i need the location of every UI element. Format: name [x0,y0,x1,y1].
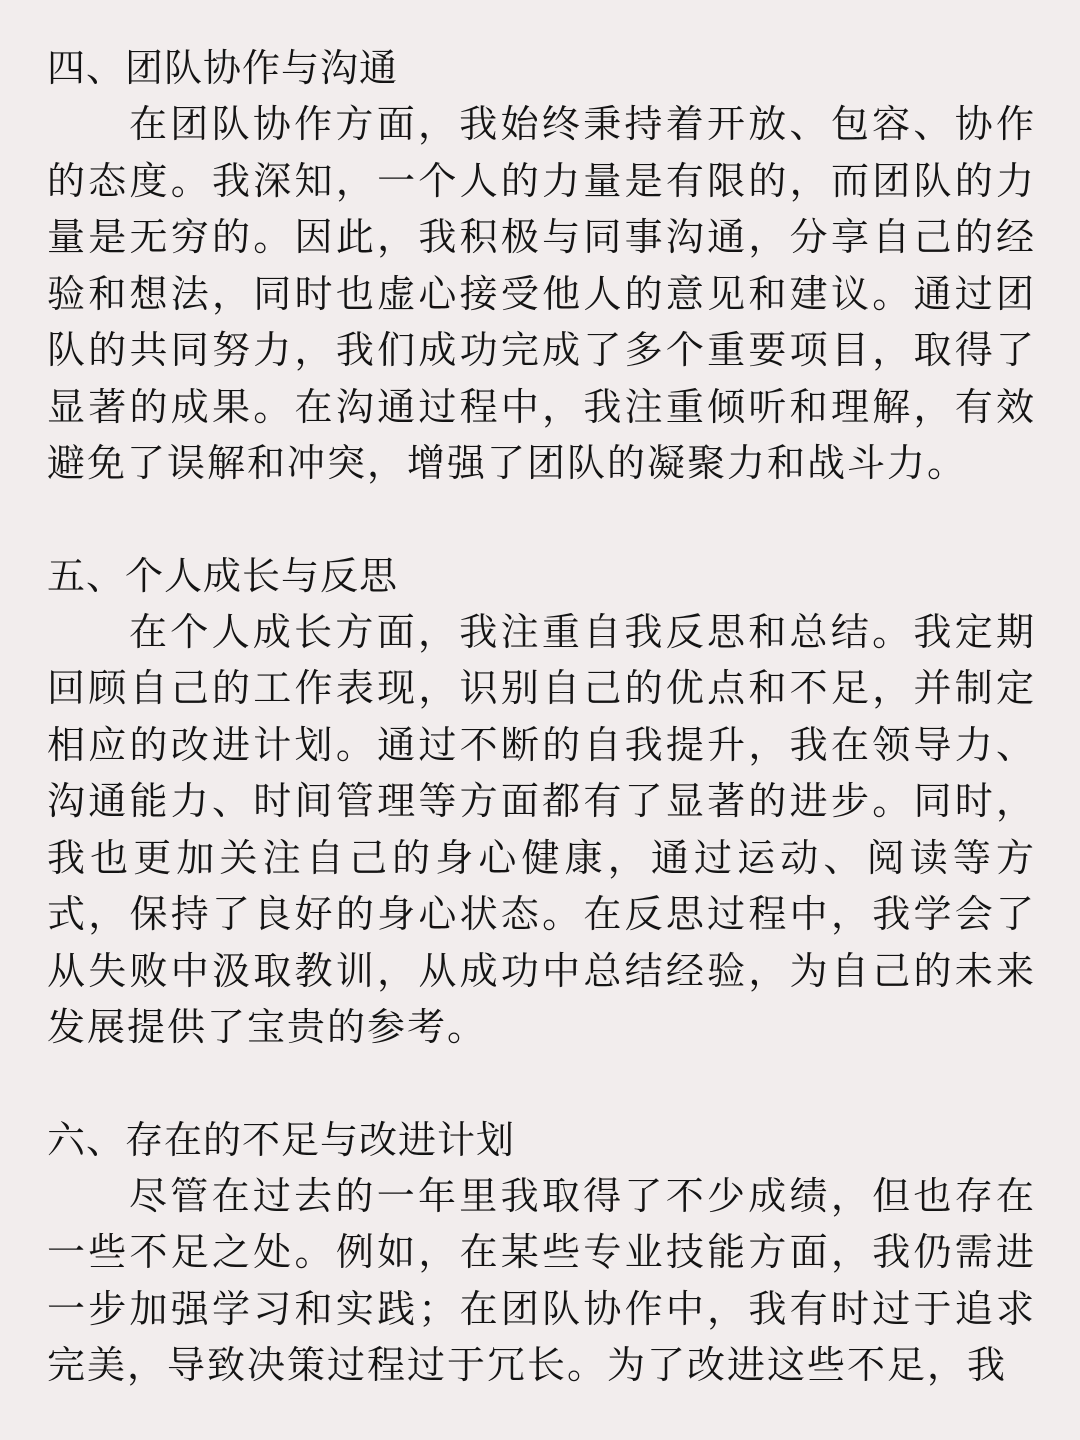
section-paragraph: 尽管在过去的一年里我取得了不少成绩，但也存在一些不足之处。例如，在某些专业技能方面，我仍需进一步加强学习和实践；在团队协作中，我有时过于追求完美，导致决策过程过于冗长。为了改进这些不足，我 [47,1173,1036,1387]
section-heading: 四、团队协作与沟通 [47,46,399,90]
section-paragraph: 在个人成长方面，我注重自我反思和总结。我定期回顾自己的工作表现，识别自己的优点和不足，并制定相应的改进计划。通过不断的自我提升，我在领导力、沟通能力、时间管理等方面都有了显著的进步。同时，我也更加关注自己的身心健康，通过运动、阅读等方式，保持了良好的身心状态。在反思过程中，我学会了从失败中汲取教训，从成功中总结经验，为自己的未来发展提供了宝贵的参考。 [47,609,1036,1049]
section-team-collaboration [47,40,1036,492]
section-heading: 六、存在的不足与改进计划 [47,1117,516,1162]
section-heading: 五、个人成长与反思 [47,553,399,598]
section-paragraph: 在团队协作方面，我始终秉持着开放、包容、协作的态度。我深知，一个人的力量是有限的，而团队的力量是无穷的。因此，我积极与同事沟通，分享自己的经验和想法，同时也虚心接受他人的意见和建议。通过团队的共同努力，我们成功完成了多个重要项目，取得了显著的成果。在沟通过程中，我注重倾听和理解，有效避免了误解和冲突，增强了团队的凝聚力和战斗力。 [47,102,1036,485]
section-shortcomings-plan [47,1112,1036,1394]
section-personal-growth [47,548,1036,1056]
